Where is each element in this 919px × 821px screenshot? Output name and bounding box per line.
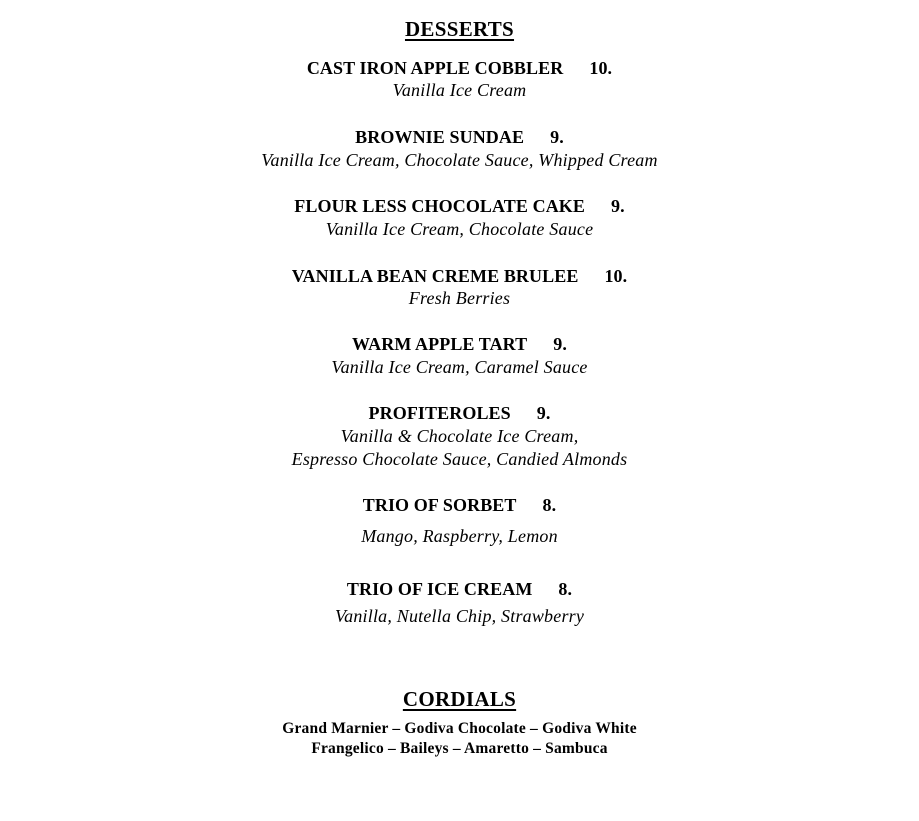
item-name: BROWNIE SUNDAE — [355, 127, 525, 147]
item-price: 9. — [536, 403, 551, 423]
item-price: 8. — [542, 495, 557, 515]
item-name: WARM APPLE TART — [352, 334, 528, 354]
item-description: Vanilla Ice Cream, Caramel Sauce — [331, 357, 588, 377]
menu-item-title — [0, 127, 919, 148]
item-name: VANILLA BEAN CREME BRULEE — [291, 266, 579, 286]
item-description: Vanilla, Nutella Chip, Strawberry — [334, 606, 585, 626]
menu-item-title — [0, 266, 919, 287]
item-name: PROFITEROLES — [368, 403, 511, 423]
menu-item-title — [0, 403, 919, 424]
item-description: Vanilla Ice Cream, Chocolate Sauce — [325, 219, 594, 239]
menu-item-title — [0, 196, 919, 217]
item-price: 8. — [558, 579, 573, 599]
cordials-line: Grand Marnier – Godiva Chocolate – Godiva White — [282, 720, 637, 737]
menu-item-title — [0, 58, 919, 79]
desserts-heading: DESSERTS — [404, 17, 515, 41]
item-description: Vanilla & Chocolate Ice Cream, — [340, 426, 579, 446]
item-description: Vanilla Ice Cream, Chocolate Sauce, Whipped Cream — [261, 150, 658, 170]
item-description: Fresh Berries — [408, 288, 511, 308]
menu-item-title — [0, 495, 919, 516]
cordials-line: Frangelico – Baileys – Amaretto – Sambuca — [311, 740, 608, 757]
item-price: 9. — [553, 334, 567, 354]
item-price: 10. — [589, 58, 613, 78]
item-description: Vanilla Ice Cream — [392, 80, 527, 100]
item-description: Mango, Raspberry, Lemon — [361, 526, 558, 546]
menu-item-title — [0, 579, 919, 600]
menu-item-title — [0, 334, 919, 355]
item-price: 10. — [604, 266, 628, 286]
item-name: TRIO OF SORBET — [362, 495, 517, 515]
item-name: CAST IRON APPLE COBBLER — [306, 58, 564, 78]
item-name: TRIO OF ICE CREAM — [346, 579, 533, 599]
item-price: 9. — [611, 196, 625, 216]
item-price: 9. — [550, 127, 564, 147]
item-name: FLOUR LESS CHOCOLATE CAKE — [294, 196, 586, 216]
cordials-heading: CORDIALS — [402, 687, 517, 711]
item-description: Espresso Chocolate Sauce, Candied Almonds — [291, 449, 628, 469]
